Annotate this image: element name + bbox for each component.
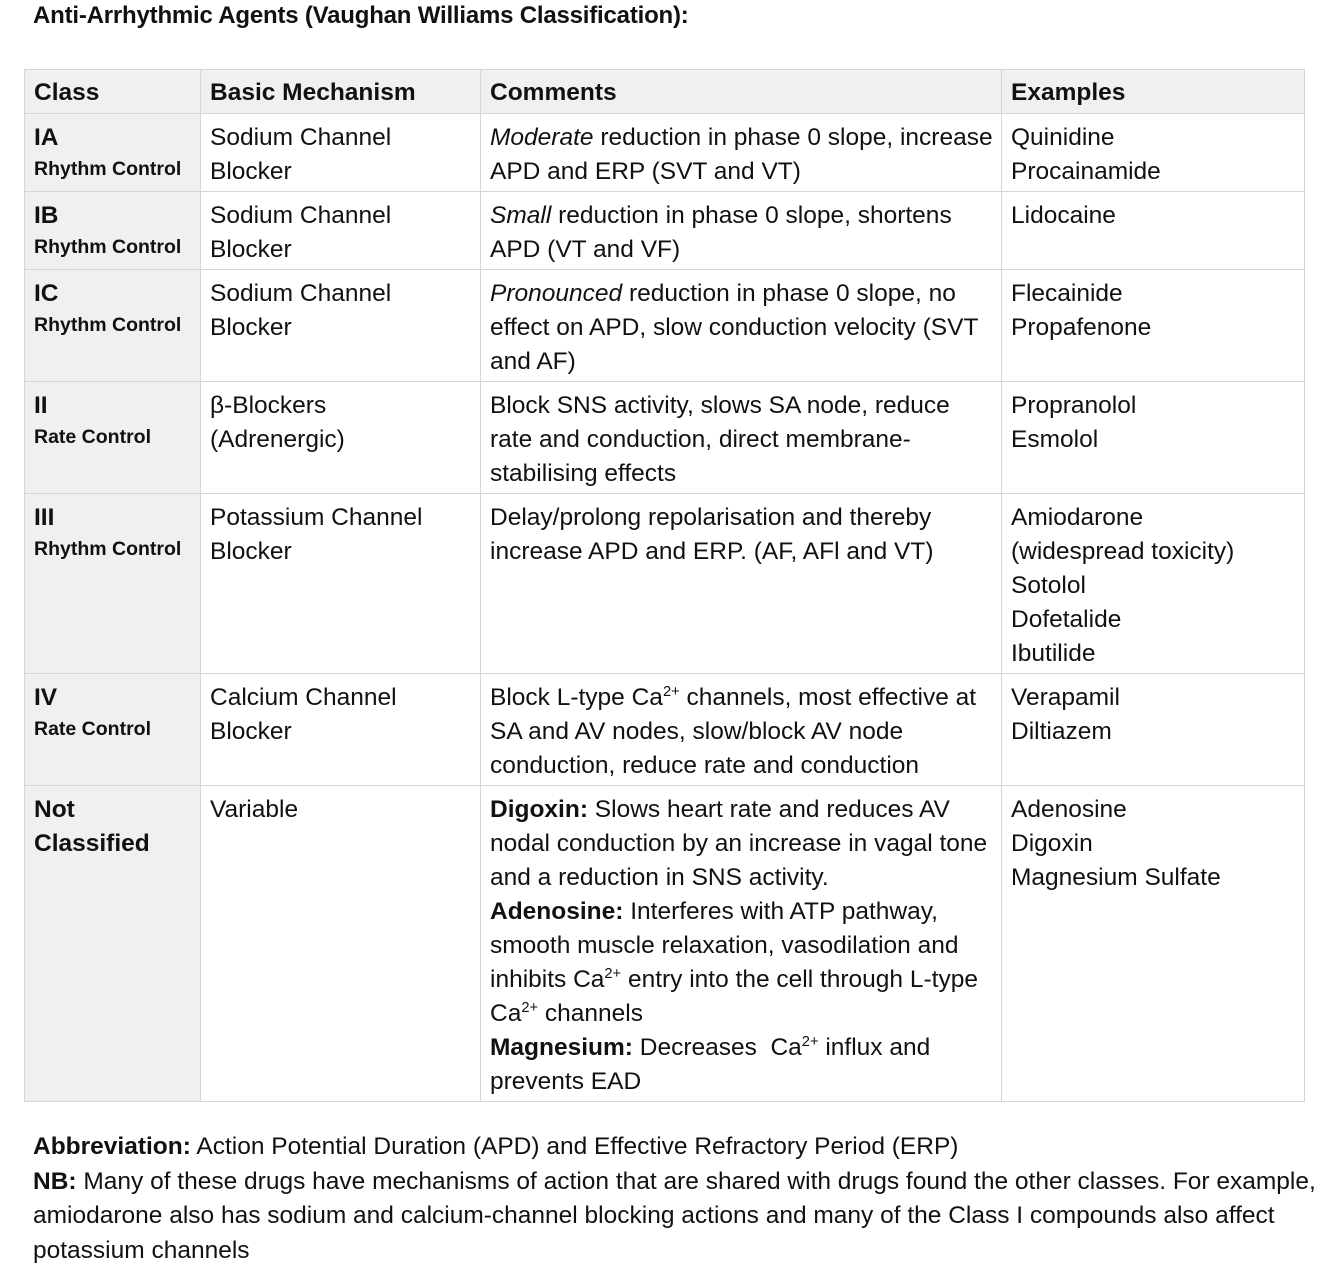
mechanism-line: β-Blockers <box>210 392 327 419</box>
mechanism-cell <box>201 114 481 192</box>
digoxin-label: Digoxin: <box>490 796 588 823</box>
example-item: Magnesium Sulfate <box>1011 864 1221 891</box>
adenosine-label: Adenosine: <box>490 898 624 925</box>
nb-note <box>33 1165 1323 1269</box>
mechanism-cell <box>201 786 481 1102</box>
table-header-row <box>25 70 1305 114</box>
class-control: Rhythm Control <box>34 236 182 258</box>
abbreviation-text: Action Potential Duration (APD) and Effective Refractory Period (ERP) <box>190 1133 959 1160</box>
example-item: Flecainide <box>1011 280 1123 307</box>
page-title: Anti-Arrhythmic Agents (Vaughan Williams Classification): <box>33 2 689 29</box>
comment-cell <box>481 192 1002 270</box>
examples-cell <box>1002 114 1305 192</box>
class-name: IC <box>34 280 59 307</box>
class-name: II <box>34 392 48 419</box>
mechanism-line: Calcium Channel <box>210 684 397 711</box>
example-item: Esmolol <box>1011 426 1099 453</box>
mechanism-cell <box>201 494 481 674</box>
class-cell <box>25 674 201 786</box>
example-item: Verapamil <box>1011 684 1120 711</box>
comment-emphasis: Small <box>490 202 552 229</box>
adenosine-text: channels <box>538 1000 643 1027</box>
examples-cell <box>1002 382 1305 494</box>
comment-text: reduction in phase 0 slope, shortens APD (VT and VF) <box>490 202 952 263</box>
table-row <box>25 674 1305 786</box>
class-name: Not Classified <box>34 796 150 857</box>
header-examples: Examples <box>1002 70 1305 114</box>
class-control: Rate Control <box>34 426 151 448</box>
examples-cell <box>1002 494 1305 674</box>
header-comments: Comments <box>481 70 1002 114</box>
mechanism-line: Blocker <box>210 314 292 341</box>
digoxin-text: Slows heart rate and reduces AV nodal conduction by an increase in vagal tone and a reduction in SNS activity. <box>490 796 988 891</box>
digoxin-note <box>490 793 993 895</box>
comment-cell <box>481 786 1002 1102</box>
mechanism-line: (Adrenergic) <box>210 426 345 453</box>
footer-notes <box>33 1130 1323 1268</box>
class-control: Rhythm Control <box>34 538 182 560</box>
mechanism-cell <box>201 382 481 494</box>
nb-label: NB: <box>33 1167 77 1195</box>
class-cell <box>25 270 201 382</box>
magnesium-note <box>490 1031 993 1099</box>
superscript: 2+ <box>801 1033 819 1050</box>
adenosine-text: Interferes with ATP pathway, smooth muscle relaxation, vasodilation and inhibits Ca <box>490 898 959 993</box>
examples-cell <box>1002 786 1305 1102</box>
comment-emphasis: Moderate <box>490 124 594 151</box>
table-row <box>25 270 1305 382</box>
mechanism-cell <box>201 192 481 270</box>
comment-text: Block L-type Ca <box>490 684 663 711</box>
class-control: Rate Control <box>34 718 151 740</box>
superscript: 2+ <box>521 999 539 1016</box>
example-item: Procainamide <box>1011 158 1161 185</box>
class-control: Rhythm Control <box>34 314 182 336</box>
comment-cell <box>481 674 1002 786</box>
comment-emphasis: Pronounced <box>490 280 623 307</box>
header-class: Class <box>25 70 201 114</box>
table-row <box>25 786 1305 1102</box>
mechanism-line: Blocker <box>210 538 292 565</box>
mechanism-line: Variable <box>210 796 299 823</box>
magnesium-text: Decreases Ca <box>632 1034 802 1061</box>
mechanism-line: Blocker <box>210 718 292 745</box>
abbreviation-label: Abbreviation: <box>33 1133 191 1160</box>
mechanism-line: Potassium Channel <box>210 504 423 531</box>
comment-cell <box>481 270 1002 382</box>
class-cell <box>25 192 201 270</box>
class-name: IV <box>34 684 58 711</box>
class-control: Rhythm Control <box>34 158 182 180</box>
example-item: Sotolol <box>1011 572 1086 599</box>
class-name: IB <box>34 202 59 229</box>
mechanism-line: Blocker <box>210 236 292 263</box>
table-row <box>25 382 1305 494</box>
comment-text: reduction in phase 0 slope, no effect on APD, slow conduction velocity (SVT and AF) <box>490 280 978 375</box>
mechanism-line: Sodium Channel <box>210 280 392 307</box>
example-item: Lidocaine <box>1011 202 1116 229</box>
example-item: Diltiazem <box>1011 718 1112 745</box>
example-item: Dofetalide <box>1011 606 1122 633</box>
example-item: (widespread toxicity) <box>1011 538 1235 565</box>
example-item: Quinidine <box>1011 124 1115 151</box>
mechanism-line: Sodium Channel <box>210 124 392 151</box>
comment-text: channels, most effective at SA and AV nodes, slow/block AV node conduction, reduce rate and conduction <box>490 684 977 779</box>
superscript: 2+ <box>604 965 622 982</box>
adenosine-text: entry into the cell through L-type Ca <box>490 966 978 1027</box>
mechanism-line: Blocker <box>210 158 292 185</box>
table-row <box>25 114 1305 192</box>
mechanism-cell <box>201 674 481 786</box>
example-item: Propranolol <box>1011 392 1137 419</box>
mechanism-line: Sodium Channel <box>210 202 392 229</box>
class-name: IA <box>34 124 59 151</box>
comment-cell <box>481 114 1002 192</box>
example-item: Adenosine <box>1011 796 1127 823</box>
example-item: Ibutilide <box>1011 640 1096 667</box>
table-row <box>25 192 1305 270</box>
class-cell <box>25 114 201 192</box>
classification-table <box>24 69 1305 1102</box>
example-item: Amiodarone <box>1011 504 1144 531</box>
examples-cell <box>1002 270 1305 382</box>
table-row <box>25 494 1305 674</box>
superscript: 2+ <box>662 683 680 700</box>
examples-cell <box>1002 674 1305 786</box>
nb-text: Many of these drugs have mechanisms of action that are shared with drugs found the other classes. For example, amiodarone also has sodium and calcium-channel blocking actions and many of the Class I compounds also affect potassium channels <box>33 1167 1316 1264</box>
adenosine-note <box>490 895 993 1031</box>
class-cell <box>25 382 201 494</box>
header-basic-mechanism: Basic Mechanism <box>201 70 481 114</box>
comment-cell: Block SNS activity, slows SA node, reduce rate and conduction, direct membrane-stabilising effects <box>481 382 1002 494</box>
mechanism-cell <box>201 270 481 382</box>
magnesium-text: influx and prevents EAD <box>490 1034 931 1095</box>
comment-text: reduction in phase 0 slope, increase APD and ERP (SVT and VT) <box>490 124 993 185</box>
examples-cell <box>1002 192 1305 270</box>
abbreviation-note <box>33 1130 1323 1165</box>
magnesium-label: Magnesium: <box>490 1034 633 1061</box>
class-name: III <box>34 504 55 531</box>
class-cell <box>25 494 201 674</box>
example-item: Propafenone <box>1011 314 1152 341</box>
example-item: Digoxin <box>1011 830 1093 857</box>
comment-cell: Delay/prolong repolarisation and thereby increase APD and ERP. (AF, AFl and VT) <box>481 494 1002 674</box>
class-cell <box>25 786 201 1102</box>
